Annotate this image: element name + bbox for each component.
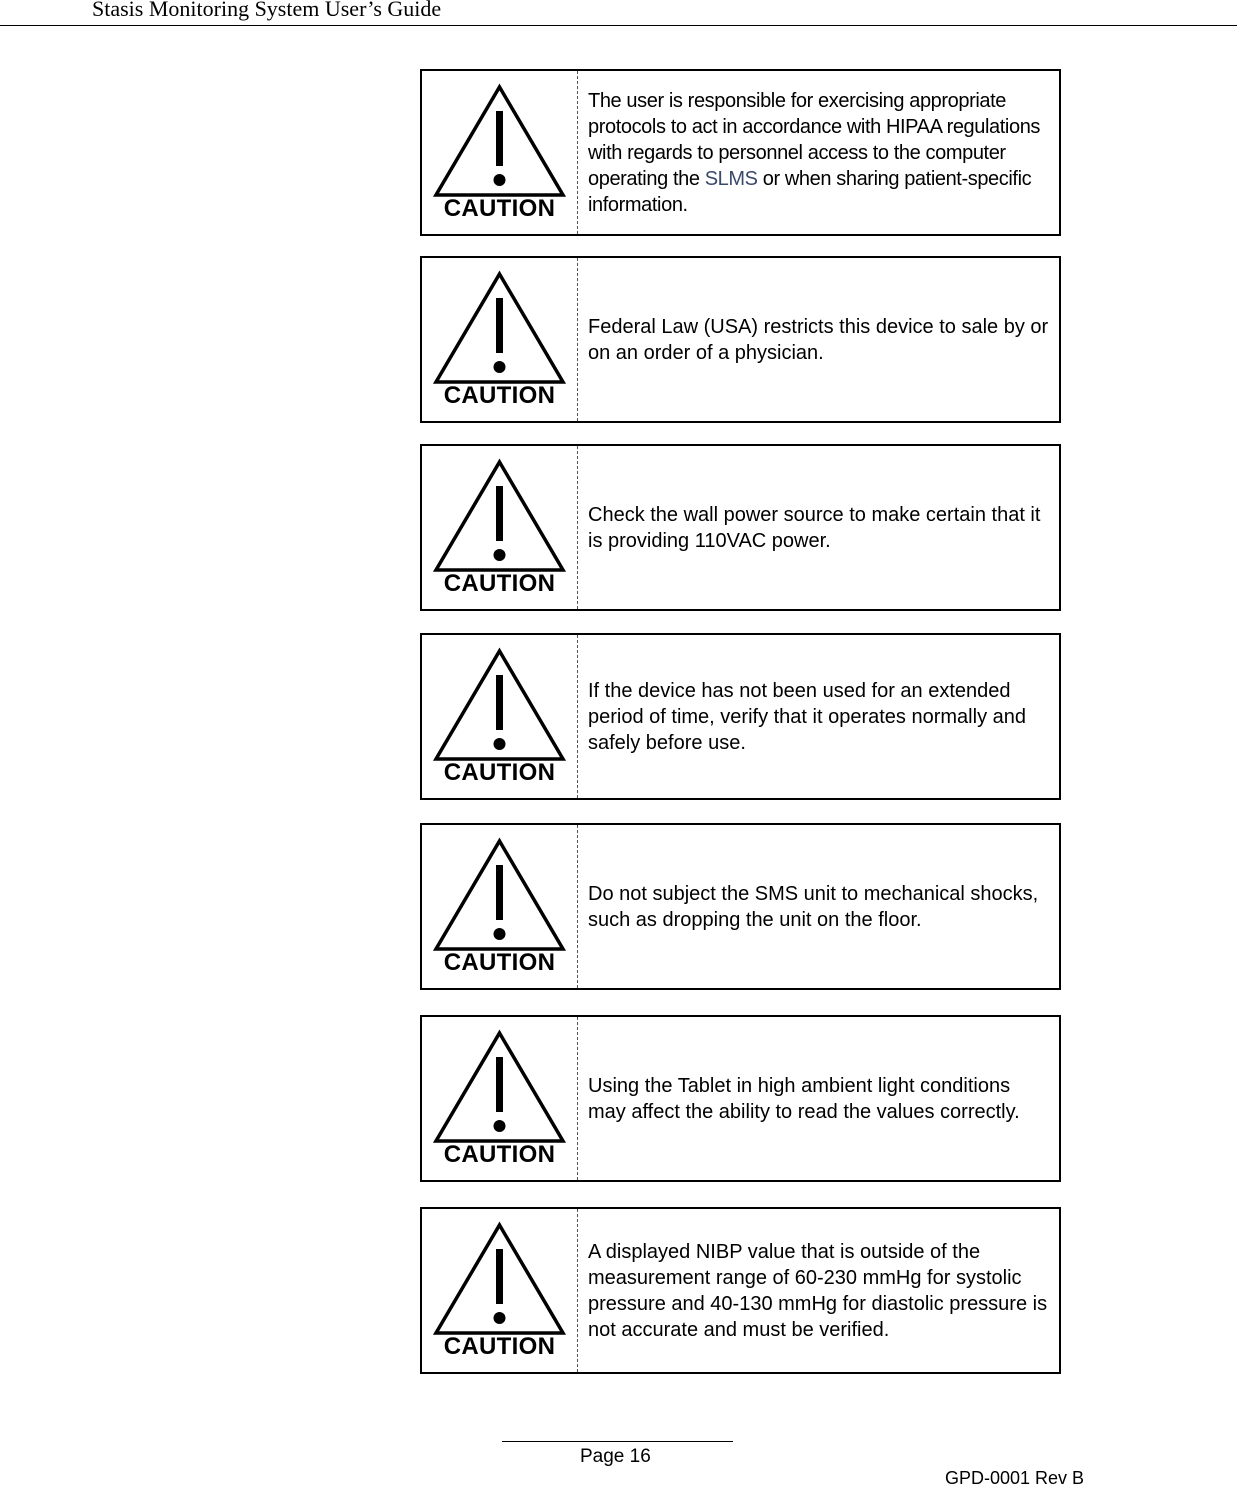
caution-label: CAUTION bbox=[443, 1141, 556, 1168]
caution-text bbox=[588, 88, 1051, 218]
caution-icon-cell bbox=[422, 71, 578, 234]
caution-text-cell bbox=[588, 1017, 1051, 1180]
warning-triangle-icon bbox=[432, 1029, 567, 1144]
warning-triangle-icon bbox=[432, 458, 567, 573]
caution-text-part: or when sharing patient-specific information. bbox=[588, 167, 1032, 216]
caution-label: CAUTION bbox=[443, 195, 556, 222]
warning-triangle-icon bbox=[432, 647, 567, 762]
caution-text: A displayed NIBP value that is outside of the measurement range of 60-230 mmHg for systolic pressure and 40-130 mmHg for diastolic pressure is not accurate and must be verified. bbox=[588, 1240, 1048, 1341]
caution-box bbox=[420, 1207, 1061, 1374]
caution-label: CAUTION bbox=[443, 759, 556, 786]
caution-icon-cell bbox=[422, 1209, 578, 1372]
caution-box bbox=[420, 256, 1061, 423]
caution-icon-cell bbox=[422, 825, 578, 988]
caution-text-part: The user is responsible for exercising appropriate protocols to act in accordance with HIPAA regulations with regards to personnel access to the computer operating the bbox=[588, 89, 1041, 190]
warning-triangle-icon bbox=[432, 837, 567, 952]
caution-text: If the device has not been used for an extended period of time, verify that it operates normally and safely before use. bbox=[588, 679, 1026, 754]
warning-triangle-icon bbox=[432, 270, 567, 385]
caution-text-cell bbox=[588, 71, 1051, 234]
caution-label: CAUTION bbox=[443, 570, 556, 597]
caution-text-cell bbox=[588, 825, 1051, 988]
caution-text-cell bbox=[588, 258, 1051, 421]
caution-box bbox=[420, 823, 1061, 990]
caution-box bbox=[420, 1015, 1061, 1182]
caution-label: CAUTION bbox=[443, 382, 556, 409]
document-id: GPD-0001 Rev B bbox=[945, 1468, 1085, 1488]
caution-label: CAUTION bbox=[443, 949, 556, 976]
caution-label: CAUTION bbox=[443, 1333, 556, 1360]
caution-icon-cell bbox=[422, 446, 578, 609]
caution-icon-cell bbox=[422, 1017, 578, 1180]
caution-text: Do not subject the SMS unit to mechanical shocks, such as dropping the unit on the floor. bbox=[588, 882, 1039, 931]
caution-box bbox=[420, 633, 1061, 800]
caution-text: Check the wall power source to make certain that it is providing 110VAC power. bbox=[588, 503, 1041, 552]
caution-icon-cell bbox=[422, 258, 578, 421]
caution-text-cell bbox=[588, 446, 1051, 609]
caution-box bbox=[420, 444, 1061, 611]
warning-triangle-icon bbox=[432, 1221, 567, 1336]
caution-text: Using the Tablet in high ambient light conditions may affect the ability to read the values correctly. bbox=[588, 1074, 1020, 1123]
page-header bbox=[0, 0, 1237, 26]
slms-term: SLMS bbox=[704, 167, 758, 190]
header-title: Stasis Monitoring System User’s Guide bbox=[92, 0, 442, 21]
page-number: Page 16 bbox=[580, 1446, 651, 1467]
caution-text-cell bbox=[588, 635, 1051, 798]
caution-text-cell bbox=[588, 1209, 1051, 1372]
footer-rule bbox=[502, 1441, 733, 1442]
warning-triangle-icon bbox=[432, 83, 567, 198]
caution-text: Federal Law (USA) restricts this device to sale by or on an order of a physician. bbox=[588, 315, 1049, 364]
caution-icon-cell bbox=[422, 635, 578, 798]
caution-box bbox=[420, 69, 1061, 236]
